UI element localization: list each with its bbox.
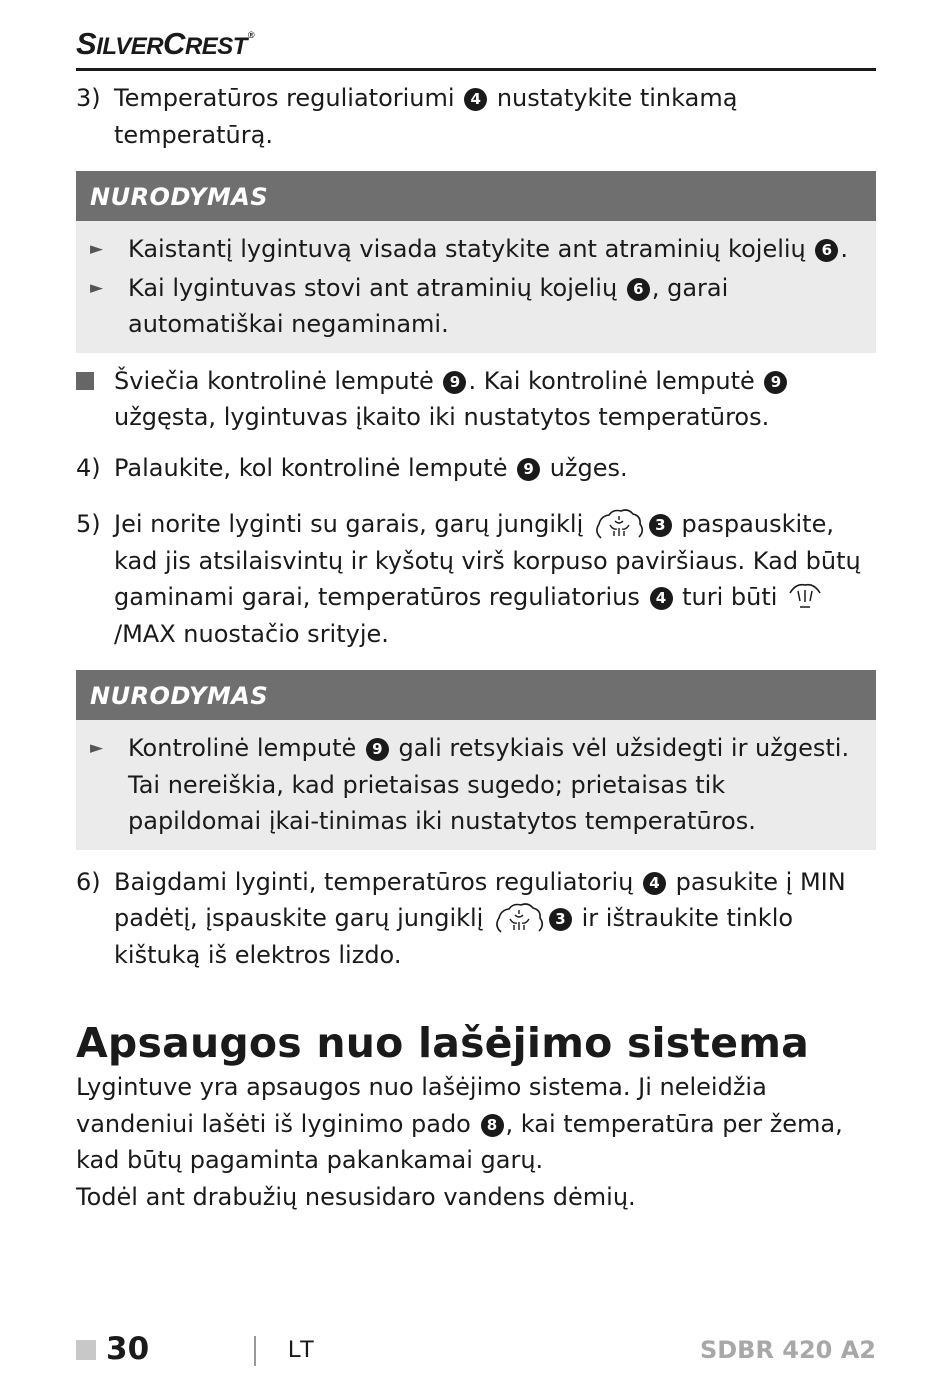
step-number: 3)	[76, 84, 101, 112]
arrow-bullet-icon: ►	[90, 277, 104, 298]
note-title: NURODYMAS	[76, 670, 876, 720]
note-item: ► Kontrolinė lemputė 9 gali retsykiais vėl užsidegti ir užgesti. Tai nereiškia, kad prietaisas sugedo; prietaisas tik papildomai įkai-tinimas iki nustatytos temperatūros.	[90, 730, 860, 840]
part-ref-badge: 9	[517, 458, 540, 481]
step-text: Temperatūros reguliatoriumi 4 nustatykite tinkamą temperatūrą.	[114, 84, 738, 149]
part-ref-badge: 6	[815, 239, 838, 262]
part-ref-badge: 9	[764, 371, 787, 394]
step-number: 5)	[76, 510, 101, 538]
page-footer	[76, 1331, 876, 1374]
note-box	[76, 171, 876, 353]
part-ref-badge: 6	[627, 278, 650, 301]
arrow-bullet-icon: ►	[90, 239, 104, 259]
language-code: LT	[288, 1336, 315, 1363]
page-content	[76, 80, 876, 1215]
part-ref-badge: 4	[650, 587, 673, 610]
note-title: NURODYMAS	[76, 171, 876, 221]
step-text: Jei norite lyginti su garais, garų jungiklį 3 paspauskite, kad jis atsilaisvintų ir kyšotų virš korpuso paviršiaus. Kad būtų gaminami garai, temperatūros reguliatorius 4 turi būti /MAX nuostačio srityje.	[114, 510, 861, 648]
step-number: 6)	[76, 867, 101, 896]
step-number: 4)	[76, 453, 101, 482]
step-text: Palaukite, kol kontrolinė lemputė 9 užges.	[114, 453, 628, 482]
section-paragraph: Todėl ant drabužių nesusidaro vandens dėmių.	[76, 1182, 636, 1211]
steam-setting-icon	[786, 581, 824, 611]
note-body	[76, 720, 876, 850]
note-item: ► Kai lygintuvas stovi ant atraminių kojelių 6 , garai automatiškai negaminami.	[90, 270, 860, 343]
step-5	[76, 506, 876, 652]
step-4	[76, 450, 876, 487]
footer-divider	[254, 1336, 256, 1366]
part-ref-badge: 9	[443, 371, 466, 394]
note-body	[76, 221, 876, 353]
part-ref-badge: 8	[481, 1114, 504, 1137]
steam-button-icon	[493, 902, 545, 936]
step-3	[76, 80, 876, 153]
step-text: Baigdami lyginti, temperatūros reguliatorių 4 pasukite į MIN padėtį, įspauskite garų jungiklį 3 ir ištraukite tinklo kištuką iš elektros lizdo.	[114, 867, 846, 969]
part-ref-badge: 4	[643, 872, 666, 895]
brand-logo: SILVERCREST®	[76, 26, 255, 61]
part-ref-badge: 9	[366, 738, 389, 761]
page-number: 30	[106, 1331, 150, 1367]
part-ref-badge: 3	[549, 908, 572, 931]
part-ref-badge: 4	[464, 88, 487, 111]
part-ref-badge: 3	[649, 514, 672, 537]
step-6	[76, 864, 876, 974]
model-number: SDBR 420 A2	[699, 1336, 876, 1364]
header-divider	[76, 68, 876, 71]
status-bullet: Šviečia kontrolinė lemputė 9 . Kai kontrolinė lemputė 9 užgęsta, lygintuvas įkaito iki nustatytos temperatūros.	[76, 363, 876, 436]
square-bullet-icon	[76, 363, 114, 400]
section-heading: Apsaugos nuo lašėjimo sistema	[76, 1019, 810, 1067]
note-item: ► Kaistantį lygintuvą visada statykite ant atraminių kojelių 6 .	[90, 231, 860, 268]
section-paragraph: Lygintuve yra apsaugos nuo lašėjimo sistema. Ji neleidžia vandeniui lašėti iš lyginimo pado 8 , kai temperatūra per žema, kad būtų pagaminta pakankamai garų.	[76, 1073, 843, 1174]
arrow-bullet-icon: ►	[90, 738, 104, 758]
note-box	[76, 670, 876, 850]
steam-button-icon	[593, 508, 645, 542]
page-marker-icon	[76, 1340, 96, 1360]
